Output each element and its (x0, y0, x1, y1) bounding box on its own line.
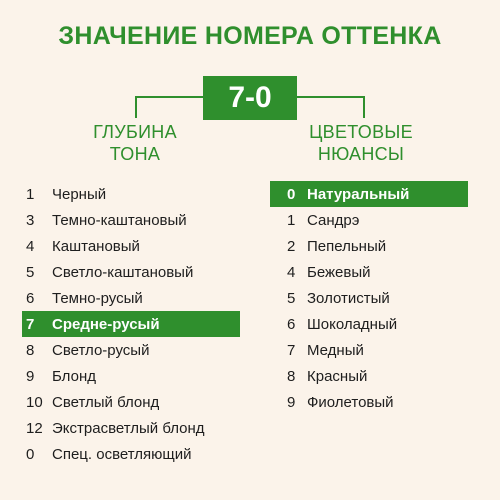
item-number: 6 (26, 289, 35, 307)
item-number: 1 (287, 211, 296, 229)
list-item (270, 337, 468, 363)
list-item (22, 259, 240, 285)
item-number: 5 (26, 263, 35, 281)
item-number: 1 (26, 185, 35, 203)
item-label: Сандрэ (307, 211, 360, 229)
item-label: Темно-русый (52, 289, 143, 307)
item-label: Светло-каштановый (52, 263, 194, 281)
item-number: 4 (26, 237, 35, 255)
item-label: Экстрасветлый блонд (52, 419, 205, 437)
item-number: 10 (26, 393, 43, 411)
item-number: 0 (26, 445, 35, 463)
item-number: 0 (287, 185, 296, 203)
list-item (22, 337, 240, 363)
item-label: Светлый блонд (52, 393, 160, 411)
item-label: Средне-русый (52, 315, 160, 333)
list-item (22, 415, 240, 441)
page-title: ЗНАЧЕНИЕ НОМЕРА ОТТЕНКА (58, 22, 442, 50)
list-item (22, 181, 240, 207)
tone-depth-heading-line2: ТОНА (109, 144, 161, 164)
tone-depth-list (22, 181, 240, 467)
item-number: 8 (287, 367, 296, 385)
color-nuance-heading (286, 121, 436, 165)
item-number: 3 (26, 211, 35, 229)
list-item (22, 441, 240, 467)
item-label: Темно-каштановый (52, 211, 187, 229)
item-label: Пепельный (307, 237, 387, 255)
item-number: 8 (26, 341, 35, 359)
item-label: Черный (52, 185, 107, 203)
list-item (22, 207, 240, 233)
item-number: 7 (26, 315, 35, 333)
tone-depth-heading-line1: ГЛУБИНА (93, 122, 177, 142)
item-label: Каштановый (52, 237, 140, 255)
list-item (270, 389, 468, 415)
list-item (22, 389, 240, 415)
item-number: 7 (287, 341, 296, 359)
item-number: 12 (26, 419, 43, 437)
item-label: Бежевый (307, 263, 371, 281)
item-label: Медный (307, 341, 364, 359)
list-item (270, 181, 468, 207)
shade-code-badge: 7-0 (203, 76, 297, 120)
item-label: Золотистый (307, 289, 390, 307)
list-item (22, 285, 240, 311)
item-label: Фиолетовый (307, 393, 394, 411)
item-label: Светло-русый (52, 341, 150, 359)
list-item (270, 363, 468, 389)
color-nuance-heading-line2: НЮАНСЫ (317, 144, 405, 164)
item-number: 9 (26, 367, 35, 385)
list-item (22, 311, 240, 337)
list-item (270, 233, 468, 259)
connector-right (297, 96, 365, 118)
list-item (270, 311, 468, 337)
item-number: 6 (287, 315, 296, 333)
item-number: 9 (287, 393, 296, 411)
color-nuance-heading-line1: ЦВЕТОВЫЕ (309, 122, 413, 142)
item-label: Красный (307, 367, 368, 385)
list-item (270, 285, 468, 311)
tone-depth-heading (60, 121, 210, 165)
list-item (270, 259, 468, 285)
color-nuance-list (270, 181, 468, 415)
connector-left (135, 96, 205, 118)
item-number: 4 (287, 263, 296, 281)
item-label: Спец. осветляющий (52, 445, 192, 463)
item-number: 5 (287, 289, 296, 307)
item-number: 2 (287, 237, 296, 255)
item-label: Шоколадный (307, 315, 398, 333)
list-item (22, 363, 240, 389)
item-label: Блонд (52, 367, 96, 385)
list-item (270, 207, 468, 233)
list-item (22, 233, 240, 259)
item-label: Натуральный (307, 185, 410, 203)
